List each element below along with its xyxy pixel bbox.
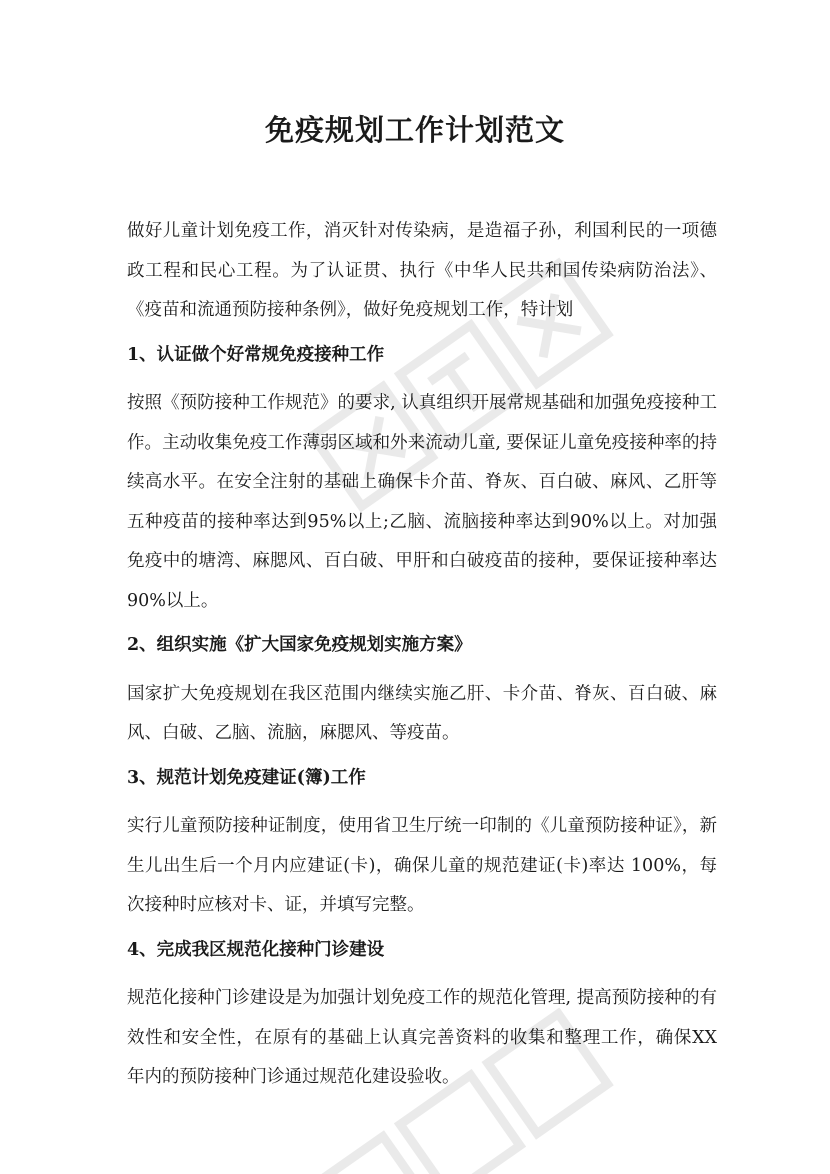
section-heading-2: 2、组织实施《扩大国家免疫规划实施方案》 (127, 635, 472, 655)
section-paragraph-3: 实行儿童预防接种证制度，使用省卫生厅统一印制的《儿童预防接种证》，新生儿出生后一个月内应建证(卡)，确保儿童的规范建证(卡)率达 100%，每次接种时应核对卡、证，并填写完整。 (127, 816, 717, 915)
page-title: 免疫规划工作计划范文 (264, 113, 565, 147)
section-paragraph-1: 按照《预防接种工作规范》的要求, 认真组织开展常规基础和加强免疫接种工作。主动收集免疫工作薄弱区域和外来流动儿童, 要保证儿童免疫接种率的持续高水平。在安全注射的基础上确保卡介苗、脊灰、百白破、麻风、乙肝等五种疫苗的接种率达到95%以上;乙脑、流脑接种率达到90%以上。对加强免疫中的塘湾、麻腮风、百白破、甲肝和白破疫苗的接种，要保证接种率达90%以上。 (127, 393, 717, 611)
intro-paragraph: 做好儿童计划免疫工作，消灭针对传染病，是造福子孙，利国利民的一项德政工程和民心工程。为了认证贯、执行《中华人民共和国传染病防治法》、《疫苗和流通预防接种条例》，做好免疫规划工作，特计划 (127, 221, 717, 320)
section-paragraph-2: 国家扩大免疫规划在我区范围内继续实施乙肝、卡介苗、脊灰、百白破、麻风、白破、乙脑、流脑，麻腮风、等疫苗。 (127, 683, 717, 743)
section-heading-4: 4、完成我区规范化接种门诊建设 (127, 939, 385, 960)
section-heading-3: 3、规范计划免疫建证(簿)工作 (127, 767, 366, 788)
document-body (127, 212, 717, 1098)
section-paragraph-4: 规范化接种门诊建设是为加强计划免疫工作的规范化管理, 提高预防接种的有效性和安全性，在原有的基础上认真完善资料的收集和整理工作，确保XX 年内的预防接种门诊通过规范化建设验收。 (127, 988, 717, 1087)
section-heading-1: 1、认证做个好常规免疫接种工作 (127, 344, 385, 365)
